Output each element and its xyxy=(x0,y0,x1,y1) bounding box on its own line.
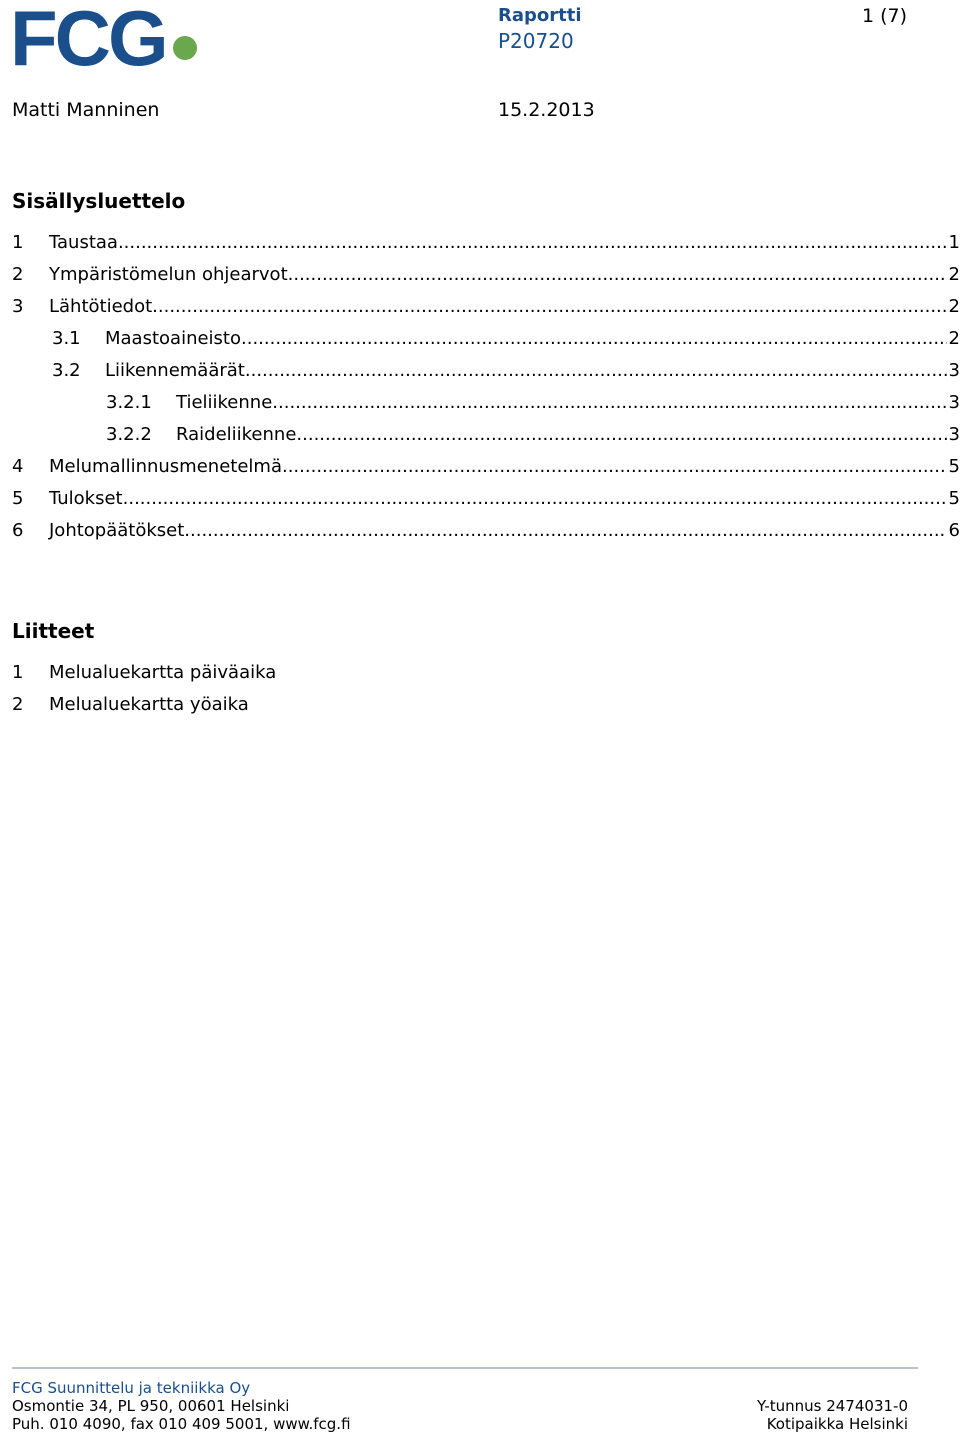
toc-entry-page: 2 xyxy=(948,328,960,349)
document-type: Raportti xyxy=(498,5,582,26)
toc-entry[interactable] xyxy=(52,358,960,384)
toc-entry-page: 3 xyxy=(948,392,960,413)
toc-entry-page: 2 xyxy=(948,296,960,317)
toc-leader-dots xyxy=(296,422,946,448)
toc-leader-dots xyxy=(184,518,946,544)
attachment-title: Melualuekartta päiväaika xyxy=(49,662,277,683)
toc-entry-page: 3 xyxy=(948,360,960,381)
toc-entry-number: 3.2 xyxy=(52,360,81,381)
toc-entry[interactable] xyxy=(12,454,960,480)
toc-leader-dots xyxy=(152,294,946,320)
toc-entry[interactable] xyxy=(12,262,960,288)
footer-divider xyxy=(12,1367,918,1369)
toc-leader-dots xyxy=(282,454,947,480)
toc-entry-page: 1 xyxy=(948,232,960,253)
footer-contact: Puh. 010 4090, fax 010 409 5001, www.fcg.fi xyxy=(12,1415,351,1433)
toc-entry-number: 3.2.2 xyxy=(106,424,152,445)
toc-entry-number: 5 xyxy=(12,488,24,509)
author-name: Matti Manninen xyxy=(12,99,160,121)
attachment-number: 2 xyxy=(12,694,24,715)
toc-entry-title: Tulokset xyxy=(49,488,123,509)
attachments-heading: Liitteet xyxy=(12,619,95,643)
fcg-logo-mark xyxy=(12,3,202,69)
page-indicator: 1 (7) xyxy=(862,5,908,27)
toc-entry-number: 6 xyxy=(12,520,24,541)
toc-entry[interactable] xyxy=(12,294,960,320)
attachment-title: Melualuekartta yöaika xyxy=(49,694,249,715)
toc-entry-number: 1 xyxy=(12,232,24,253)
toc-entry-title: Melumallinnusmenetelmä xyxy=(49,456,282,477)
footer-business-id: Y-tunnus 2474031-0 xyxy=(756,1397,908,1415)
toc-entry-title: Tieliikenne xyxy=(176,392,273,413)
toc-leader-dots xyxy=(245,358,947,384)
toc-entry-page: 5 xyxy=(948,488,960,509)
attachment-item[interactable] xyxy=(12,694,249,715)
toc-leader-dots xyxy=(241,326,947,352)
attachment-item[interactable] xyxy=(12,662,276,683)
toc-leader-dots xyxy=(118,230,947,256)
footer-domicile: Kotipaikka Helsinki xyxy=(766,1415,908,1433)
toc-entry[interactable] xyxy=(106,422,960,448)
toc-entry[interactable] xyxy=(12,486,960,512)
toc-entry[interactable] xyxy=(12,230,960,256)
toc-leader-dots xyxy=(288,262,947,288)
document-date: 15.2.2013 xyxy=(498,99,595,121)
toc-entry[interactable] xyxy=(52,326,960,352)
toc-entry-title: Raideliikenne xyxy=(176,424,297,445)
toc-leader-dots xyxy=(123,486,947,512)
toc-entry[interactable] xyxy=(106,390,960,416)
document-number: P20720 xyxy=(498,29,574,53)
toc-entry-title: Johtopäätökset xyxy=(49,520,185,541)
footer-company-name: FCG Suunnittelu ja tekniikka Oy xyxy=(12,1379,251,1397)
toc-entry-title: Liikennemäärät xyxy=(105,360,245,381)
toc-leader-dots xyxy=(272,390,946,416)
fcg-logo xyxy=(12,3,202,69)
toc-entry-title: Ympäristömelun ohjearvot xyxy=(49,264,288,285)
toc-entry-title: Taustaa xyxy=(49,232,118,253)
toc-entry-title: Lähtötiedot xyxy=(49,296,153,317)
attachment-number: 1 xyxy=(12,662,24,683)
toc-entry-page: 2 xyxy=(948,264,960,285)
toc-entry-page: 3 xyxy=(948,424,960,445)
toc-entry-title: Maastoaineisto xyxy=(105,328,242,349)
toc-entry-page: 5 xyxy=(948,456,960,477)
toc-entry-number: 3 xyxy=(12,296,24,317)
toc-entry[interactable] xyxy=(12,518,960,544)
toc-entry-number: 2 xyxy=(12,264,24,285)
toc-entry-number: 3.2.1 xyxy=(106,392,152,413)
toc-heading: Sisällysluettelo xyxy=(12,189,186,213)
footer-address: Osmontie 34, PL 950, 00601 Helsinki xyxy=(12,1397,290,1415)
toc-entry-number: 3.1 xyxy=(52,328,81,349)
toc-entry-number: 4 xyxy=(12,456,24,477)
svg-text:FCG: FCG xyxy=(12,3,166,69)
toc-entry-page: 6 xyxy=(948,520,960,541)
